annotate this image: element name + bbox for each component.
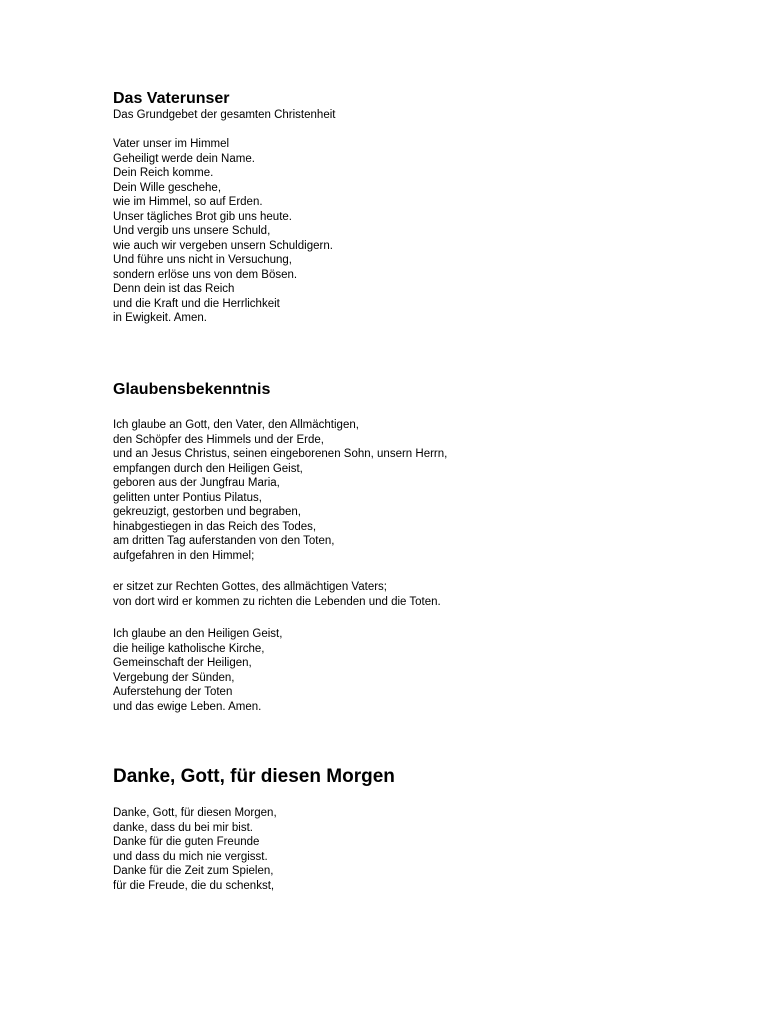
verse-line: Unser tägliches Brot gib uns heute.: [113, 210, 292, 223]
verse-line: Danke für die guten Freunde: [113, 836, 260, 848]
verse-line: für die Freude, die du schenkst,: [113, 879, 275, 892]
verse-line: geboren aus der Jungfrau Maria,: [113, 477, 280, 489]
verse-line: und das ewige Leben. Amen.: [113, 700, 262, 713]
glaubensbekenntnis-stanza-2: [113, 580, 733, 609]
verse-line: aufgefahren in den Himmel;: [113, 549, 255, 562]
section-danke: [113, 766, 733, 788]
glaubensbekenntnis-stanza-3: [113, 627, 733, 714]
verse-line: Gemeinschaft der Heiligen,: [113, 657, 252, 669]
vaterunser-subtitle: Das Grundgebet der gesamten Christenheit: [113, 109, 336, 121]
section-glaubensbekenntnis: [113, 381, 733, 399]
section-vaterunser: [113, 90, 733, 326]
verse-line: gekreuzigt, gestorben und begraben,: [113, 506, 301, 518]
verse-line: Ich glaube an Gott, den Vater, den Allmächtigen,: [113, 419, 359, 431]
verse-line: und die Kraft und die Herrlichkeit: [113, 297, 280, 310]
verse-line: Und vergib uns unsere Schuld,: [113, 225, 271, 237]
verse-line: er sitzet zur Rechten Gottes, des allmächtigen Vaters;: [113, 581, 387, 593]
verse-line: Danke, Gott, für diesen Morgen,: [113, 807, 277, 819]
verse-line: Danke für die Zeit zum Spielen,: [113, 865, 274, 877]
danke-title: Danke, Gott, für diesen Morgen: [113, 766, 395, 787]
glaubensbekenntnis-stanza-1: [113, 418, 733, 563]
verse-line: den Schöpfer des Himmels und der Erde,: [113, 433, 324, 446]
verse-line: danke, dass du bei mir bist.: [113, 821, 253, 834]
verse-line: und dass du mich nie vergisst.: [113, 850, 268, 863]
vaterunser-title: Das Vaterunser: [113, 90, 230, 107]
verse-line: hinabgestiegen in das Reich des Todes,: [113, 520, 317, 533]
verse-line: empfangen durch den Heiligen Geist,: [113, 462, 303, 475]
danke-text: [113, 806, 733, 893]
verse-line: Ich glaube an den Heiligen Geist,: [113, 628, 283, 640]
verse-line: wie im Himmel, so auf Erden.: [113, 196, 263, 208]
verse-line: sondern erlöse uns von dem Bösen.: [113, 268, 298, 281]
verse-line: wie auch wir vergeben unsern Schuldigern.: [113, 239, 333, 252]
verse-line: von dort wird er kommen zu richten die Lebenden und die Toten.: [113, 595, 441, 608]
verse-line: gelitten unter Pontius Pilatus,: [113, 491, 262, 504]
verse-line: Und führe uns nicht in Versuchung,: [113, 254, 293, 266]
verse-line: Vergebung der Sünden,: [113, 671, 235, 684]
verse-line: und an Jesus Christus, seinen eingeborenen Sohn, unsern Herrn,: [113, 448, 448, 460]
verse-line: Auferstehung der Toten: [113, 686, 233, 698]
verse-line: Denn dein ist das Reich: [113, 283, 235, 295]
vaterunser-text: [113, 137, 733, 326]
glaubensbekenntnis-title: Glaubensbekenntnis: [113, 381, 271, 398]
verse-line: Geheiligt werde dein Name.: [113, 152, 255, 165]
verse-line: am dritten Tag auferstanden von den Toten,: [113, 535, 335, 547]
verse-line: die heilige katholische Kirche,: [113, 642, 265, 655]
verse-line: Vater unser im Himmel: [113, 138, 230, 150]
verse-line: Dein Wille geschehe,: [113, 181, 222, 194]
verse-line: Dein Reich komme.: [113, 167, 214, 179]
verse-line: in Ewigkeit. Amen.: [113, 312, 207, 324]
